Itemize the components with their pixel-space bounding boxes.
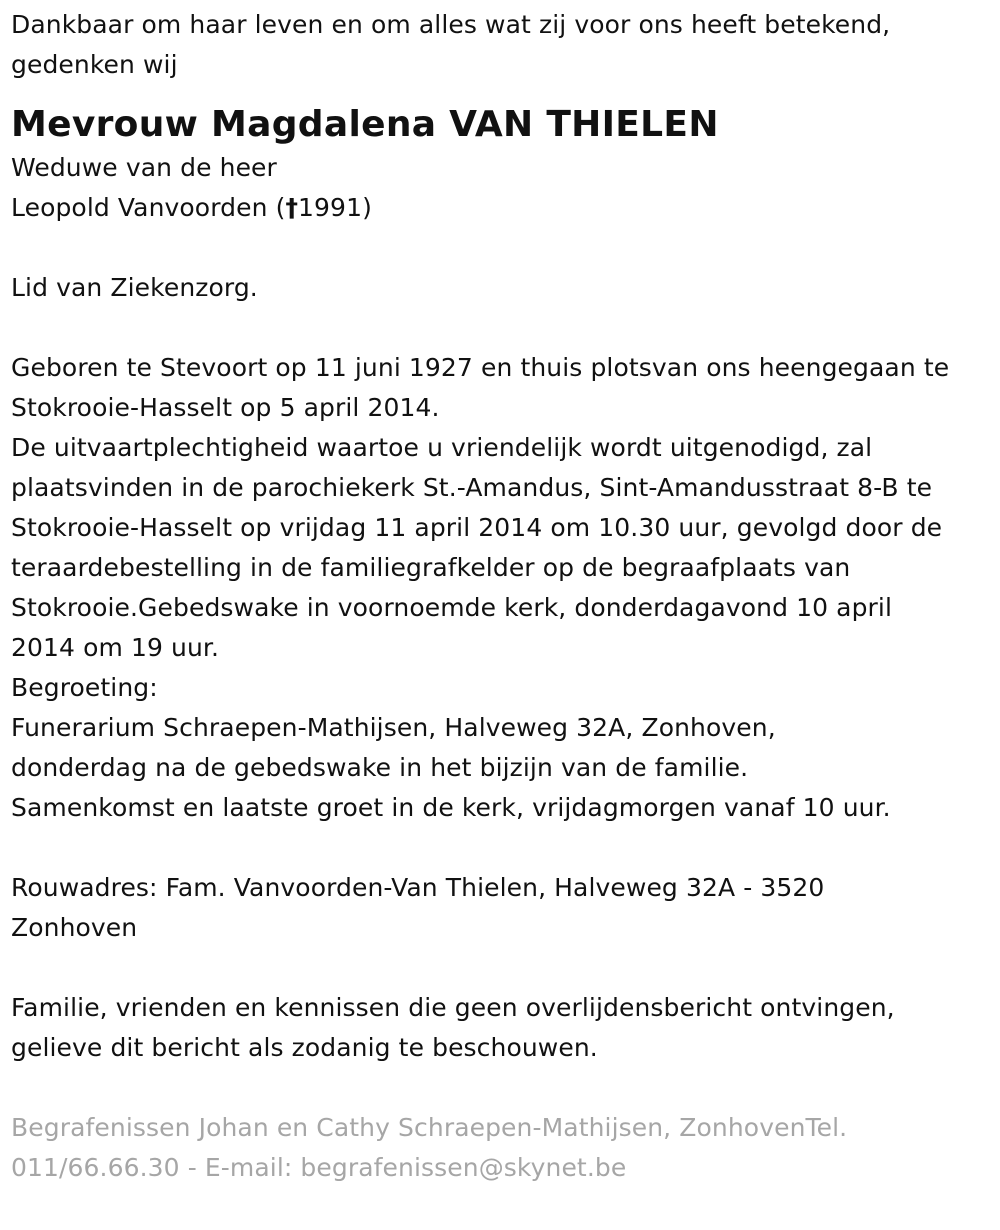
notice-line: gelieve dit bericht als zodanig te beschouwen.	[11, 1033, 598, 1062]
spouse-name-line	[11, 188, 985, 228]
spouse-label: Weduwe van de heer	[11, 153, 277, 182]
deceased-name-heading: Mevrouw Magdalena VAN THIELEN	[11, 104, 719, 145]
detail-line: teraardebestelling in de familiegrafkelder op de begraafplaats van	[11, 553, 851, 582]
detail-line: Samenkomst en laatste groet in de kerk, vrijdagmorgen vanaf 10 uur.	[11, 793, 891, 822]
notice-section	[11, 988, 985, 1068]
footer-line: Begrafenissen Johan en Cathy Schraepen-Mathijsen, ZonhovenTel.	[11, 1113, 848, 1142]
detail-line: Stokrooie.Gebedswake in voornoemde kerk, donderdagavond 10 april	[11, 593, 893, 622]
notice-line: Familie, vrienden en kennissen die geen overlijdensbericht ontvingen,	[11, 993, 895, 1022]
detail-line: Geboren te Stevoort op 11 juni 1927 en thuis plotsvan ons heengegaan te	[11, 353, 950, 382]
address-line: Rouwadres: Fam. Vanvoorden-Van Thielen, Halveweg 32A - 3520	[11, 873, 825, 902]
funeral-home-footer	[11, 1108, 985, 1188]
spacer	[11, 948, 985, 988]
spacer	[11, 1068, 985, 1108]
spacer	[11, 308, 985, 348]
detail-line: Stokrooie-Hasselt op 5 april 2014.	[11, 393, 440, 422]
spouse-name: Leopold Vanvoorden (	[11, 193, 286, 222]
detail-line: De uitvaartplechtigheid waartoe u vriendelijk wordt uitgenodigd, zal	[11, 433, 873, 462]
detail-line: donderdag na de gebedswake in het bijzijn van de familie.	[11, 753, 749, 782]
detail-line: Funerarium Schraepen-Mathijsen, Halveweg 32A, Zonhoven,	[11, 713, 776, 742]
intro-line: gedenken wij	[11, 50, 178, 79]
cross-icon: †	[285, 193, 299, 222]
spouse-death-year: 1991)	[298, 193, 372, 222]
membership-line: Lid van Ziekenzorg.	[11, 273, 258, 302]
address-line: Zonhoven	[11, 913, 138, 942]
intro-section	[11, 5, 985, 85]
funeral-details-section	[11, 348, 985, 828]
detail-line: Stokrooie-Hasselt op vrijdag 11 april 2014 om 10.30 uur, gevolgd door de	[11, 513, 943, 542]
greeting-label: Begroeting:	[11, 673, 158, 702]
spouse-section	[11, 148, 985, 228]
detail-line: 2014 om 19 uur.	[11, 633, 220, 662]
mourning-address-section	[11, 868, 985, 948]
footer-contact-line: 011/66.66.30 - E-mail: begrafenissen@skynet.be	[11, 1153, 627, 1182]
spacer	[11, 828, 985, 868]
spacer	[11, 228, 985, 268]
detail-line: plaatsvinden in de parochiekerk St.-Amandus, Sint-Amandusstraat 8-B te	[11, 473, 933, 502]
intro-line: Dankbaar om haar leven en om alles wat zij voor ons heeft betekend,	[11, 10, 891, 39]
